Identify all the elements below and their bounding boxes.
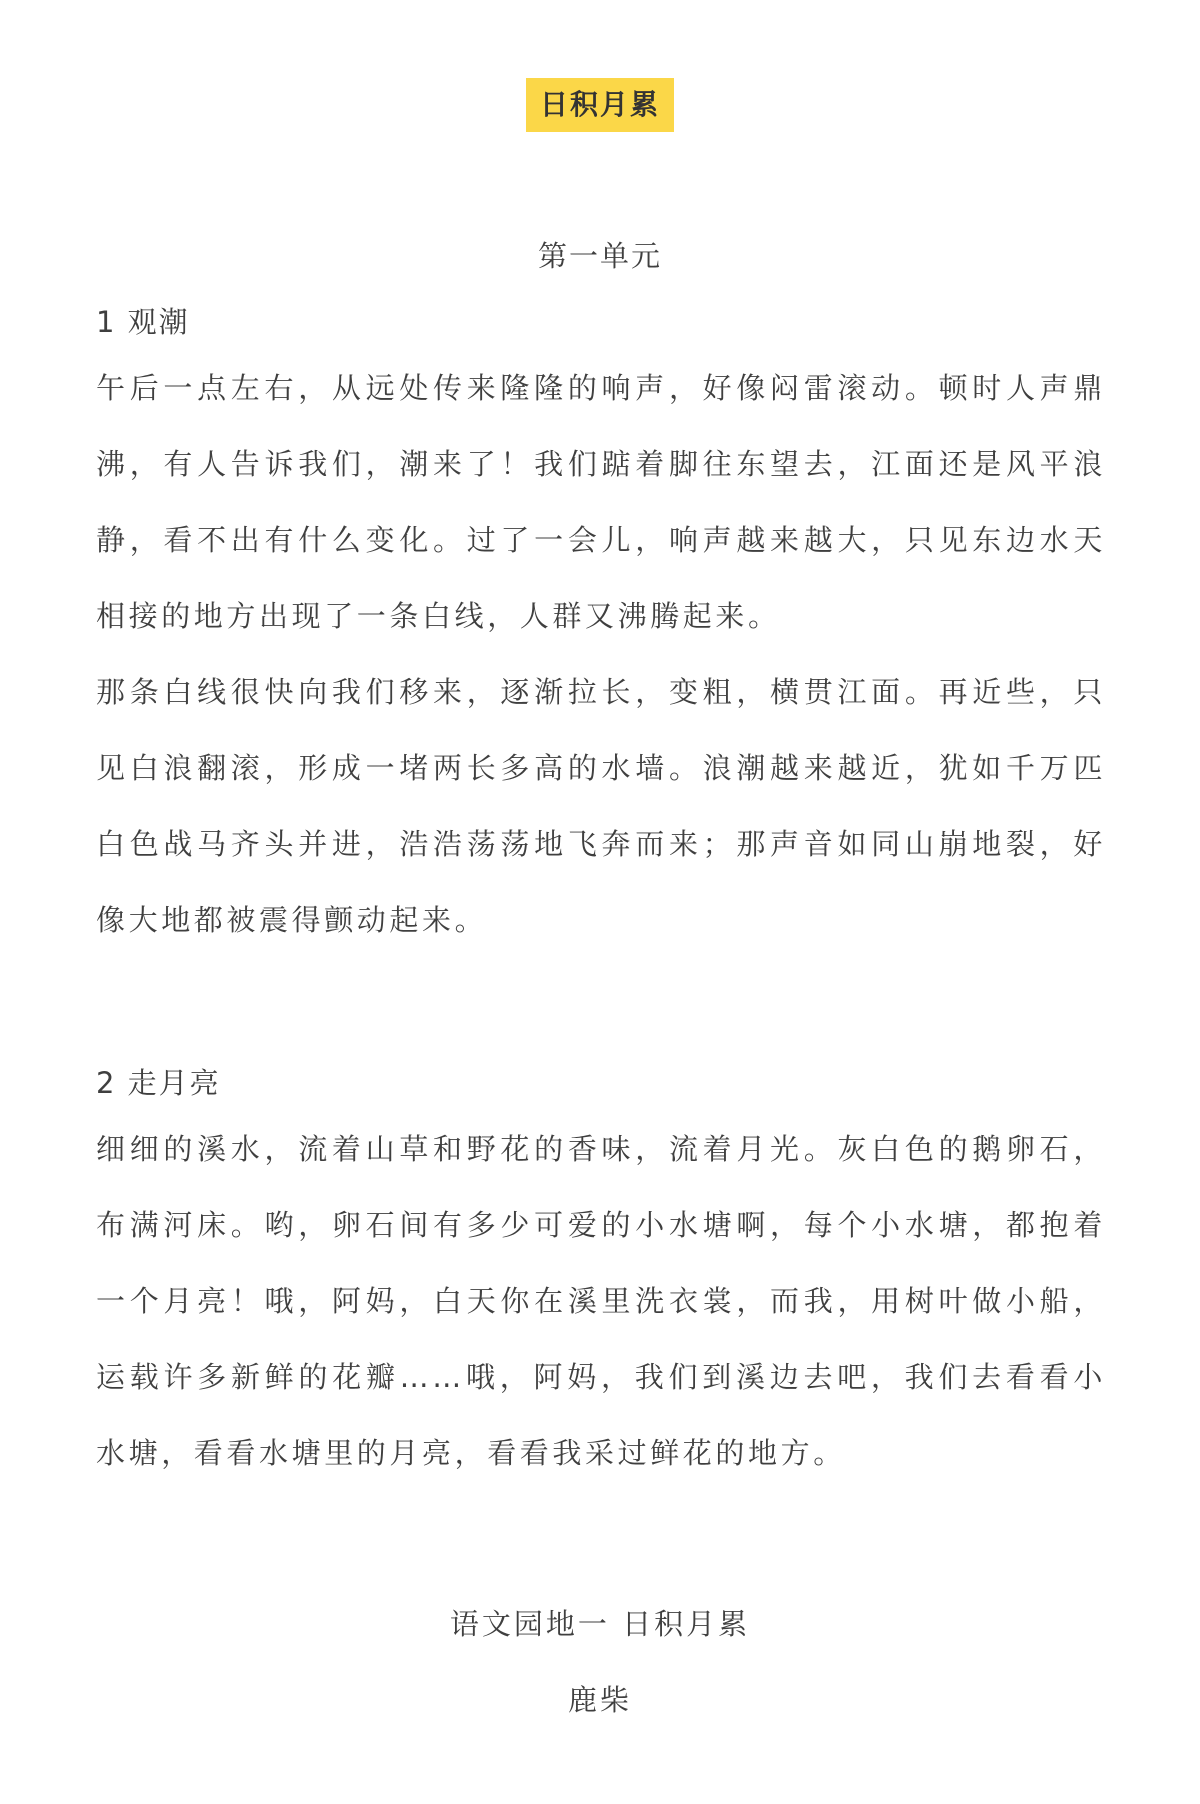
- poem-title: 鹿柴: [567, 1683, 632, 1717]
- section-title: 语文园地一 日积月累: [449, 1607, 751, 1641]
- lesson-title-1: 1 观潮: [96, 305, 190, 339]
- header-badge: 日积月累: [526, 78, 674, 132]
- lesson-2-paragraph-1: 细细的溪水，流着山草和野花的香味，流着月光。灰白色的鹅卵石，布满河床。哟，卵石间有多少可爱的小水塘啊，每个小水塘，都抱着一个月亮！哦，阿妈，白天你在溪里洗衣裳，而我，用树叶做小船，运载许多新鲜的花瓣……哦，阿妈，我们到溪边去吧，我们去看看小水塘，看看水塘里的月亮，看看我采过鲜花的地方。: [96, 1132, 1106, 1470]
- lesson-title-2: 2 走月亮: [96, 1066, 221, 1100]
- unit-title: 第一单元: [537, 239, 662, 273]
- lesson-1-paragraph-2: 那条白线很快向我们移来，逐渐拉长，变粗，横贯江面。再近些，只见白浪翻滚，形成一堵两长多高的水墙。浪潮越来越近，犹如千万匹白色战马齐头并进，浩浩荡荡地飞奔而来；那声音如同山崩地裂，好像大地都被震得颤动起来。: [96, 675, 1106, 937]
- header-badge-container: [0, 78, 1200, 132]
- lesson-1-paragraph-1: 午后一点左右，从远处传来隆隆的响声，好像闷雷滚动。顿时人声鼎沸，有人告诉我们，潮来了！我们踮着脚往东望去，江面还是风平浪静，看不出有什么变化。过了一会儿，响声越来越大，只见东边水天相接的地方出现了一条白线，人群又沸腾起来。: [96, 371, 1106, 633]
